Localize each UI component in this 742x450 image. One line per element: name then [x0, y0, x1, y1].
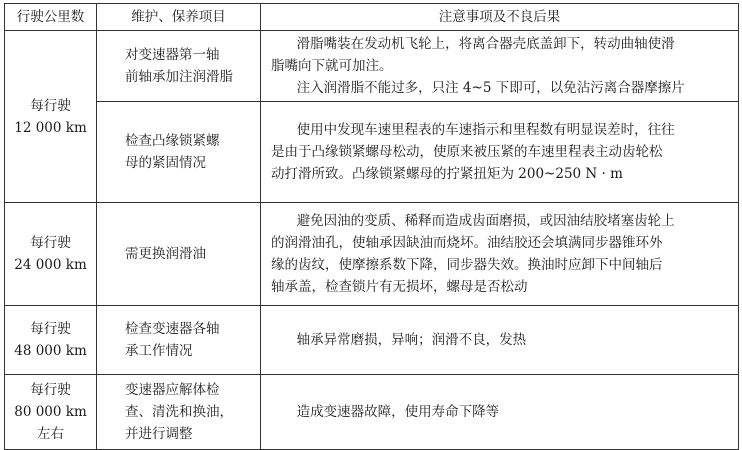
distance-cell	[5, 375, 97, 450]
notes-line: 是由于凸缘锁紧螺母松动，使原来被压紧的车速里程表主动齿轮松	[271, 144, 663, 160]
item-line: 需更换润滑油	[125, 246, 206, 262]
notes-line: 滑脂嘴装在发动机飞轮上，将离合器壳底盖卸下，转动曲轴使滑	[296, 36, 675, 52]
distance-line: 80 000 km	[14, 404, 87, 420]
distance-line: 左右	[37, 426, 64, 442]
header-notes: 注意事项及不良后果	[261, 4, 739, 31]
distance-cell	[5, 31, 97, 203]
item-line: 对变速器第一轴	[125, 47, 220, 63]
distance-cell	[5, 203, 97, 306]
notes-line: 避免因油的变质、稀释而造成齿面磨损，或因油结胶堵塞齿轮上	[296, 213, 675, 229]
notes-line: 轴承异常磨损，异响；润滑不良，发热	[296, 332, 527, 348]
notes-line: 缘的齿纹，使摩擦系数下降，同步器失效。换油时应卸下中间轴后	[271, 257, 663, 273]
notes-line: 轴承盖，检查锁片有无损坏，螺母是否松动	[271, 279, 528, 295]
item-cell	[97, 203, 261, 306]
distance-line: 每行驶	[30, 321, 71, 337]
distance-cell	[5, 306, 97, 375]
notes-line: 使用中发现车速里程表的车速指示和里程数有明显误差时，往往	[296, 122, 675, 138]
notes-line: 造成变速器故障，使用寿命下降等	[296, 404, 500, 420]
notes-line: 注入润滑脂不能过多，只注 4~5 下即可，以免沾污离合器摩擦片	[296, 80, 685, 96]
item-line: 检查变速器各轴	[125, 321, 220, 337]
item-line: 前轴承加注润滑脂	[125, 69, 233, 85]
notes-line: 的润滑油孔，使轴承因缺油而烧坏。油结胶还会填满同步器锥环外	[271, 235, 663, 251]
notes-cell	[261, 31, 739, 102]
distance-line: 每行驶	[30, 235, 71, 251]
table-row	[5, 102, 739, 203]
distance-line: 24 000 km	[14, 257, 87, 273]
item-line: 查、清洗和换油，	[125, 404, 233, 420]
item-cell	[97, 306, 261, 375]
table-row	[5, 375, 739, 450]
maintenance-table	[4, 3, 739, 450]
item-cell	[97, 102, 261, 203]
distance-line: 12 000 km	[14, 119, 87, 136]
distance-line: 每行驶	[30, 97, 71, 114]
header-row	[5, 4, 739, 31]
table-row	[5, 203, 739, 306]
table-row	[5, 306, 739, 375]
header-item: 维护、保养项目	[97, 4, 261, 31]
item-line: 并进行调整	[125, 426, 193, 442]
distance-line: 每行驶	[30, 382, 71, 398]
header-distance: 行驶公里数	[5, 4, 97, 31]
notes-cell	[261, 203, 739, 306]
item-cell	[97, 31, 261, 102]
table-row	[5, 31, 739, 102]
notes-cell	[261, 306, 739, 375]
notes-line: 动打滑所致。凸缘锁紧螺母的拧紧扭矩为 200~250 N · m	[271, 166, 623, 182]
notes-line: 脂嘴向下就可加注。	[271, 58, 393, 74]
item-cell	[97, 375, 261, 450]
item-line: 变速器应解体检	[125, 382, 220, 398]
item-line: 母的紧固情况	[125, 155, 206, 171]
notes-cell	[261, 102, 739, 203]
distance-line: 48 000 km	[14, 343, 87, 359]
item-line: 检查凸缘锁紧螺	[125, 133, 220, 149]
item-line: 承工作情况	[125, 343, 193, 359]
notes-cell	[261, 375, 739, 450]
